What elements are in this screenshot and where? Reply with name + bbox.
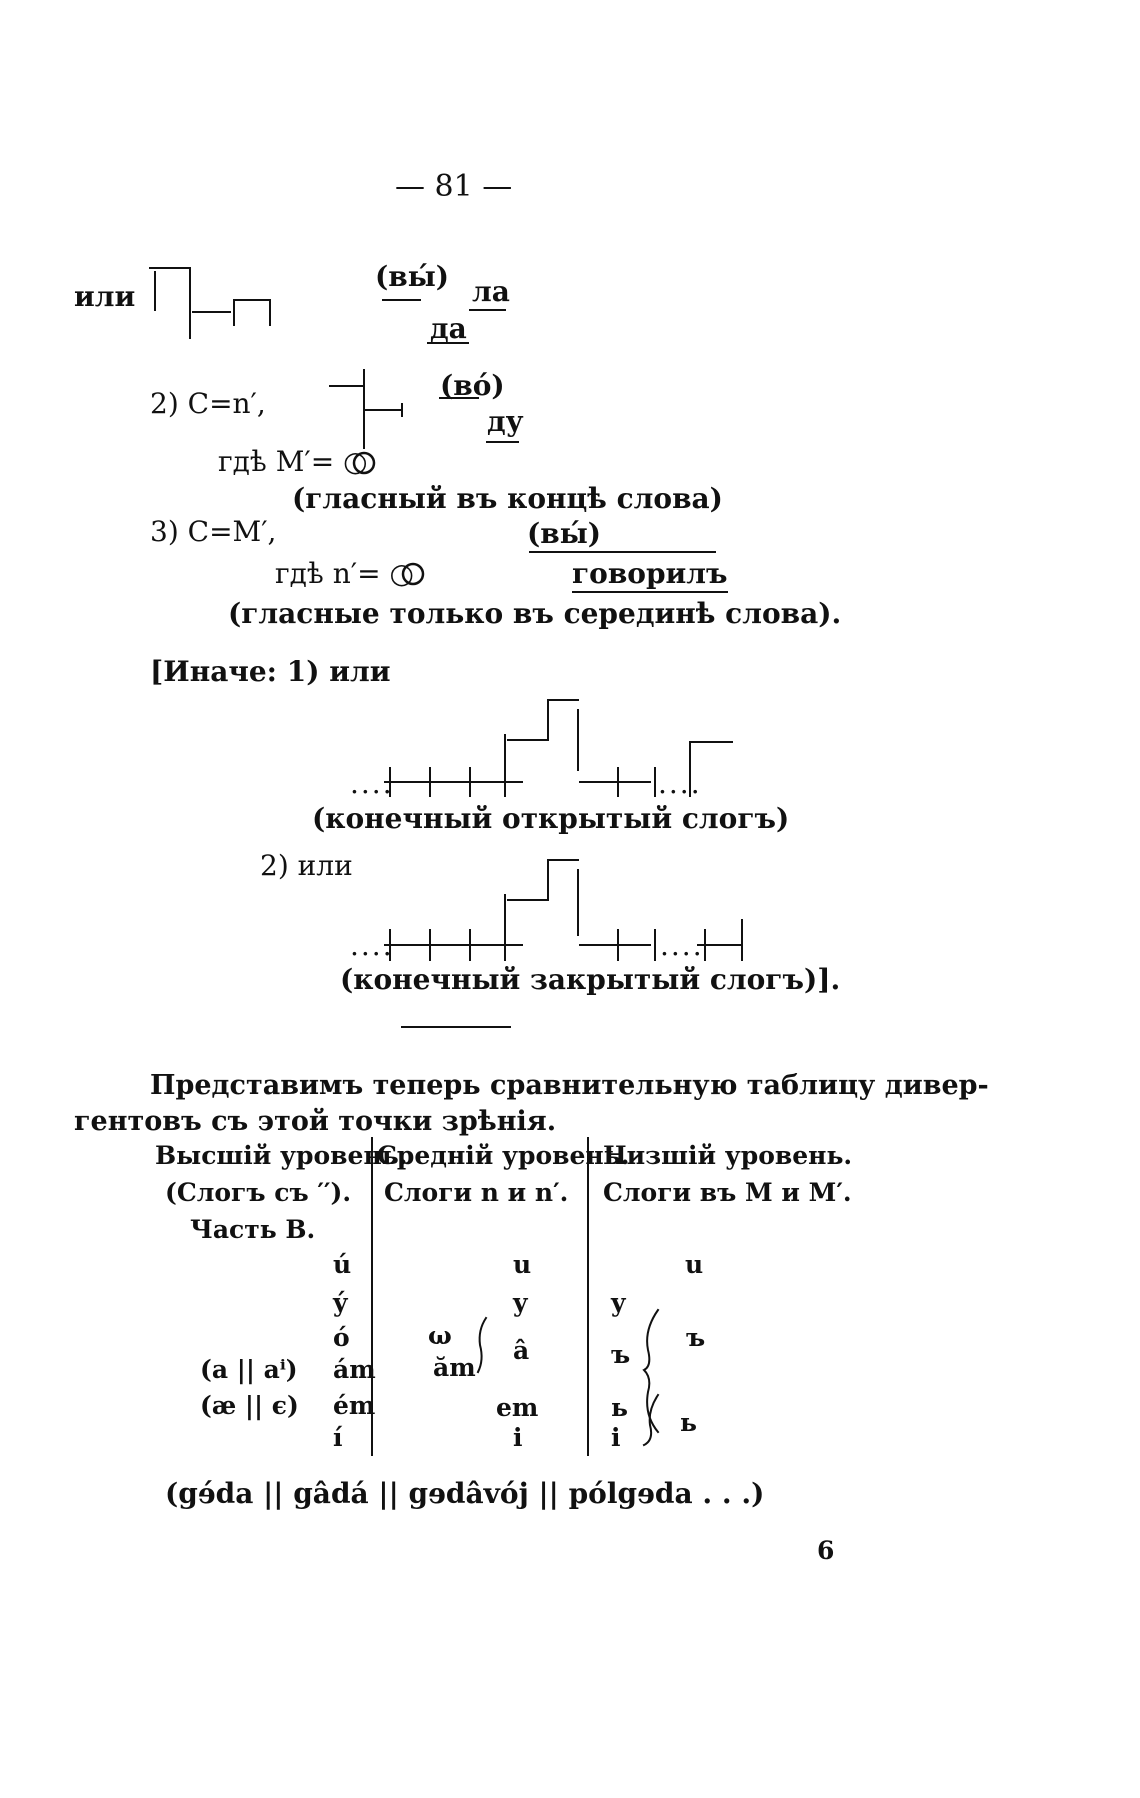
syllable-du: ду	[487, 405, 524, 438]
mid-value: em	[496, 1393, 539, 1422]
scheme-1-dots-mid: ....	[658, 767, 702, 800]
low-value: ь	[680, 1408, 697, 1437]
column-high-sub2: Часть B.	[190, 1215, 316, 1244]
paragraph-line-1: Представимъ теперь сравнительную таблицу дивер-	[150, 1070, 989, 1101]
column-mid-title: Средній уровень.	[377, 1141, 630, 1170]
column-low-sub: Слоги въ М и М′.	[603, 1178, 852, 1207]
syllable-da: да	[430, 312, 467, 345]
otherwise-2-label: 2) или	[260, 849, 353, 882]
scheme-2-dots-left: ....	[350, 929, 394, 962]
case-3-note: (гласные только въ серединѣ слова).	[228, 597, 842, 630]
mid-value: u	[513, 1250, 532, 1279]
high-value: ý	[333, 1288, 348, 1317]
syllable-vy: (вы́)	[375, 260, 450, 293]
column-low-title: Низшій уровень.	[603, 1141, 853, 1170]
page-number: — 81 —	[395, 169, 513, 204]
column-high-title: Высшій уровень.	[155, 1141, 408, 1170]
high-value: ú	[333, 1250, 352, 1279]
syllable-la: ла	[472, 275, 510, 308]
high-value: ám	[333, 1355, 376, 1384]
low-value: i	[611, 1423, 621, 1452]
mid-am: ăm	[433, 1353, 476, 1382]
high-value: í	[333, 1423, 343, 1452]
column-mid-sub: Слоги n и n′.	[384, 1178, 569, 1207]
low-value: u	[685, 1250, 704, 1279]
syllable-vo: (во́)	[440, 369, 505, 402]
low-value: ь	[611, 1393, 628, 1422]
scheme-2-dots-mid: ....	[660, 929, 704, 962]
otherwise-label: [Иначе: 1) или	[150, 655, 391, 688]
mid-value: â	[513, 1336, 530, 1365]
column-high-sub: (Слогъ съ ′′).	[165, 1178, 352, 1207]
case-2-note: (гласный въ концѣ слова)	[292, 482, 723, 515]
case-3-word: говорилъ	[572, 560, 728, 593]
low-value: ъ	[611, 1340, 631, 1369]
signature-mark: 6	[817, 1536, 835, 1565]
case-2-label: 2) С=n′,	[150, 387, 266, 420]
low-value: y	[611, 1288, 626, 1317]
syllable-vy-2: (вы́)	[527, 517, 602, 550]
case-3-where: гдѣ n′= ○	[275, 557, 414, 590]
note-closed-syllable: (конечный закрытый слогъ)].	[340, 963, 841, 996]
paragraph-line-2: гентовъ съ этой точки зрѣнія.	[74, 1106, 557, 1137]
high-value: ó	[333, 1323, 350, 1352]
mid-value: i	[513, 1423, 523, 1452]
case-3-label: 3) С=М′,	[150, 515, 277, 548]
note-open-syllable: (конечный открытый слогъ)	[312, 802, 790, 835]
mid-omega: ω	[428, 1321, 452, 1350]
high-value: ém	[333, 1391, 376, 1420]
example-line: (gɘ́da || gâdá || gɘdâvój || pólgɘda . . .)	[165, 1477, 765, 1510]
left-label-a: (a || aⁱ)	[200, 1355, 298, 1384]
mid-value: y	[513, 1288, 528, 1317]
ili-label: или	[74, 280, 136, 313]
scheme-1-dots-left: ....	[350, 767, 394, 800]
case-2-where: гдѣ М′= ○	[218, 445, 368, 478]
left-label-ae: (æ || є)	[200, 1391, 299, 1420]
low-value: ъ	[686, 1323, 706, 1352]
